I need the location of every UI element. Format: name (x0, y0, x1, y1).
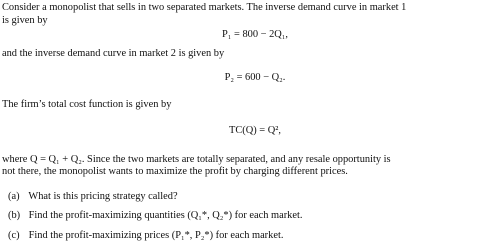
market-2-intro-text: and the inverse demand curve in market 2 is given by (2, 48, 225, 59)
intro-line-2: is given by (2, 15, 48, 26)
where-line-2: not there, the monopolist wants to maximize the profit by charging different prices. (2, 166, 348, 177)
question-label: (c) (8, 230, 20, 241)
question-a (8, 191, 178, 203)
equation-market-1: P₁ = 800 − 2Q₁, (221, 29, 289, 40)
cost-function-intro: The firm’s total cost function is given by (2, 99, 172, 110)
question-label: (b) (8, 210, 21, 221)
question-text: Find the profit-maximizing prices (P₁*, P₂*) for each market. (28, 230, 284, 241)
equation-total-cost: TC(Q) = Q², (229, 125, 281, 136)
question-label: (a) (8, 191, 20, 202)
equation-market-2: P₂ = 600 − Q₂. (224, 72, 286, 83)
question-c (8, 230, 283, 242)
intro-line-1: Consider a monopolist that sells in two separated markets. The inverse demand curve in market 1 (2, 2, 407, 13)
question-text: What is this pricing strategy called? (28, 191, 178, 202)
where-line-1: where Q = Q₁ + Q₂. Since the two markets are totally separated, and any resale opportunity is (2, 154, 391, 165)
question-text: Find the profit-maximizing quantities (Q₁*, Q₂*) for each market. (28, 210, 303, 221)
question-b (8, 210, 302, 222)
